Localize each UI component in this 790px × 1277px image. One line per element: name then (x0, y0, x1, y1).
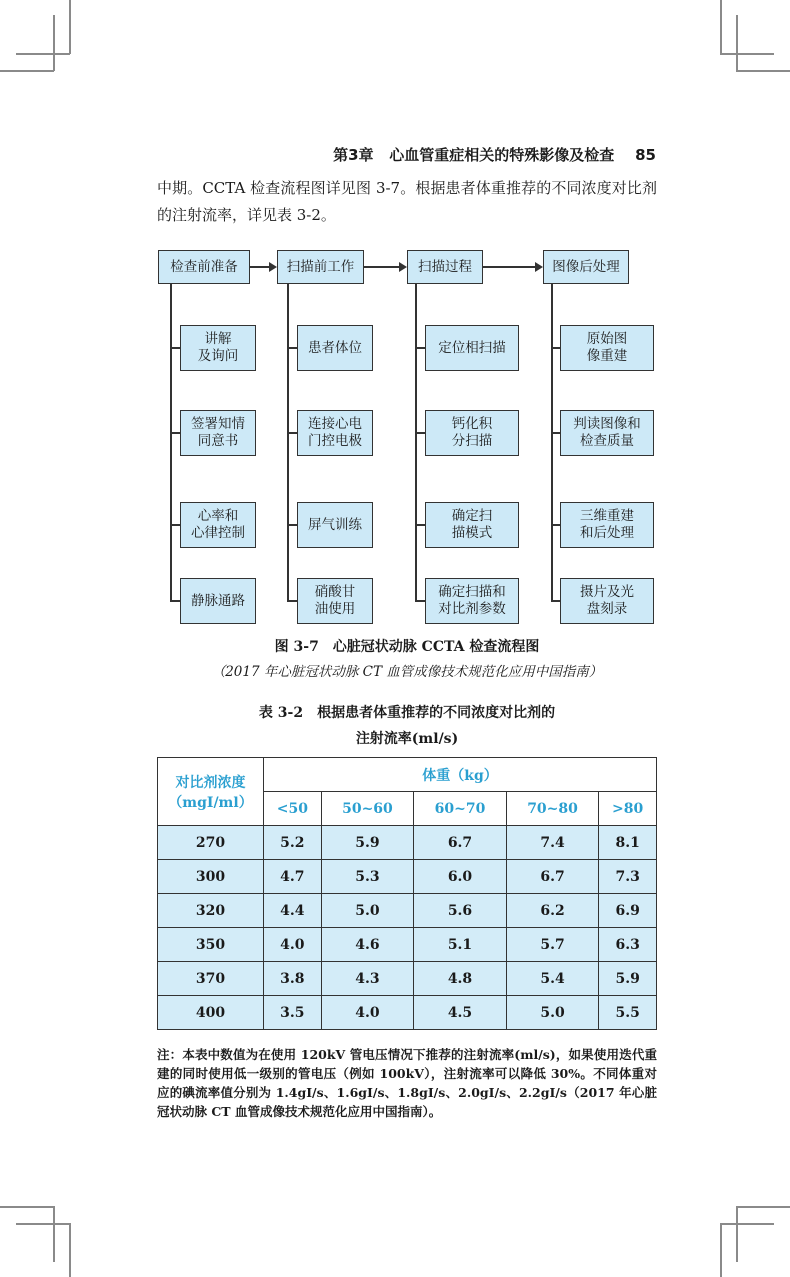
concentration-cell: 320 (158, 894, 264, 928)
flow-rate-cell: 5.5 (599, 996, 657, 1030)
crop-mark (736, 15, 738, 71)
connector-line (287, 524, 297, 526)
connector-line (415, 524, 425, 526)
figure-source: （2017 年心脏冠状动脉 CT 血管成像技术规范化应用中国指南） (211, 664, 603, 680)
concentration-cell: 370 (158, 962, 264, 996)
arrow-head-icon (399, 262, 407, 272)
flow-step-box: 三维重建 和后处理 (560, 502, 654, 548)
weight-column-header: <50 (264, 792, 322, 826)
flow-rate-cell: 4.3 (321, 962, 414, 996)
flow-step-box: 屏气训练 (297, 502, 373, 548)
connector-line (551, 284, 553, 601)
connector-line (287, 284, 289, 601)
flow-rate-cell: 5.3 (321, 860, 414, 894)
figure-caption: 图 3-7 心脏冠状动脉 CCTA 检查流程图 (274, 639, 540, 655)
flow-rate-cell: 4.5 (414, 996, 507, 1030)
arrow-line (364, 266, 401, 268)
flow-step-box: 讲解 及询问 (180, 325, 256, 371)
connector-line (170, 432, 180, 434)
flow-stage-box: 检查前准备 (158, 250, 250, 284)
table-note: 注：本表中数值为在使用 120kV 管电压情况下推荐的注射流率(ml/s)，如果使用迭代重建的同时使用低一级别的管电压（例如 100kV），注射流率可以降低 30%。不同体重对应的碘流率值分别为 1.4gI/s、1.6gI/s、1.8gI/s、2.0gI/s、2.2gI/s（2017 年心脏冠状动脉 CT 血管成像技术规范化应用中国指南）。 (157, 1047, 657, 1119)
concentration-cell: 350 (158, 928, 264, 962)
flow-step-box: 确定扫描和 对比剂参数 (425, 578, 519, 624)
flow-rate-cell: 5.0 (321, 894, 414, 928)
flow-rate-table (157, 757, 657, 1030)
connector-line (287, 347, 297, 349)
crop-mark (736, 1206, 790, 1208)
weight-column-header: 50~60 (321, 792, 414, 826)
concentration-cell: 400 (158, 996, 264, 1030)
table-row (158, 894, 657, 928)
crop-mark (720, 1223, 722, 1277)
flow-step-box: 心率和 心律控制 (180, 502, 256, 548)
crop-mark (16, 1223, 70, 1225)
flow-step-box: 签署知情 同意书 (180, 410, 256, 456)
crop-mark (69, 0, 71, 54)
crop-mark (53, 1206, 55, 1262)
connector-line (551, 600, 560, 602)
flow-rate-cell: 5.7 (506, 928, 599, 962)
weight-column-header: 60~70 (414, 792, 507, 826)
chapter-number: 第3章 (333, 146, 374, 164)
crop-mark (69, 1223, 71, 1277)
connector-line (415, 600, 425, 602)
running-header (157, 144, 656, 165)
crop-mark (720, 53, 774, 55)
group-header: 体重（kg） (264, 758, 657, 792)
connector-line (170, 347, 180, 349)
flow-step-box: 静脉通路 (180, 578, 256, 624)
flow-rate-cell: 4.4 (264, 894, 322, 928)
crop-mark (16, 53, 70, 55)
flow-step-box: 定位相扫描 (425, 325, 519, 371)
table-row (158, 928, 657, 962)
crop-mark (0, 1206, 54, 1208)
arrow-line (483, 266, 537, 268)
flow-step-box: 患者体位 (297, 325, 373, 371)
flow-rate-cell: 8.1 (599, 826, 657, 860)
flow-stage-box: 图像后处理 (543, 250, 629, 284)
concentration-cell: 300 (158, 860, 264, 894)
connector-line (551, 347, 560, 349)
flow-rate-cell: 6.7 (506, 860, 599, 894)
flow-step-box: 确定扫 描模式 (425, 502, 519, 548)
connector-line (287, 432, 297, 434)
flow-rate-cell: 5.0 (506, 996, 599, 1030)
flow-step-box: 判读图像和 检查质量 (560, 410, 654, 456)
flow-rate-cell: 6.0 (414, 860, 507, 894)
flow-rate-cell: 5.6 (414, 894, 507, 928)
crop-mark (720, 0, 722, 54)
row-header-unit: （mgI/ml） (168, 794, 253, 811)
arrow-line (250, 266, 271, 268)
flow-step-box: 摄片及光 盘刻录 (560, 578, 654, 624)
table-row (158, 996, 657, 1030)
flow-rate-cell: 5.9 (321, 826, 414, 860)
flow-rate-cell: 4.7 (264, 860, 322, 894)
flow-rate-cell: 6.3 (599, 928, 657, 962)
flow-stage-box: 扫描前工作 (277, 250, 364, 284)
flow-rate-cell: 3.5 (264, 996, 322, 1030)
crop-mark (736, 70, 790, 72)
flow-rate-cell: 7.3 (599, 860, 657, 894)
page-number: 85 (635, 146, 656, 164)
flow-step-box: 连接心电 门控电极 (297, 410, 373, 456)
table-row (158, 860, 657, 894)
flow-rate-cell: 6.9 (599, 894, 657, 928)
row-header (158, 758, 264, 826)
connector-line (170, 524, 180, 526)
connector-line (415, 347, 425, 349)
crop-mark (0, 70, 54, 72)
crop-mark (736, 1206, 738, 1262)
weight-column-header: >80 (599, 792, 657, 826)
connector-line (551, 432, 560, 434)
intro-paragraph: 中期。CCTA 检查流程图详见图 3-7。根据患者体重推荐的不同浓度对比剂的注射流率，详见表 3-2。 (157, 179, 657, 224)
connector-line (170, 600, 180, 602)
flow-rate-cell: 7.4 (506, 826, 599, 860)
concentration-cell: 270 (158, 826, 264, 860)
crop-mark (53, 15, 55, 71)
flow-step-box: 钙化积 分扫描 (425, 410, 519, 456)
flow-step-box: 原始图 像重建 (560, 325, 654, 371)
connector-line (551, 524, 560, 526)
flow-rate-cell: 5.4 (506, 962, 599, 996)
crop-mark (720, 1223, 774, 1225)
connector-line (170, 284, 172, 601)
flow-stage-box: 扫描过程 (407, 250, 483, 284)
arrow-head-icon (269, 262, 277, 272)
connector-line (287, 600, 297, 602)
table-title-line2: 注射流率(ml/s) (355, 731, 459, 747)
flow-rate-cell: 6.2 (506, 894, 599, 928)
flow-rate-cell: 3.8 (264, 962, 322, 996)
weight-column-header: 70~80 (506, 792, 599, 826)
row-header-label: 对比剂浓度 (175, 774, 246, 791)
flow-rate-cell: 5.2 (264, 826, 322, 860)
table-row (158, 826, 657, 860)
flow-rate-cell: 4.0 (321, 996, 414, 1030)
flow-rate-cell: 5.1 (414, 928, 507, 962)
arrow-head-icon (535, 262, 543, 272)
connector-line (415, 432, 425, 434)
chapter-title: 心血管重症相关的特殊影像及检查 (389, 146, 615, 164)
table-title: 表 3-2 根据患者体重推荐的不同浓度对比剂的 (258, 705, 556, 721)
table-row (158, 962, 657, 996)
flow-rate-cell: 5.9 (599, 962, 657, 996)
flow-rate-cell: 4.8 (414, 962, 507, 996)
flow-step-box: 硝酸甘 油使用 (297, 578, 373, 624)
flow-rate-cell: 6.7 (414, 826, 507, 860)
flow-rate-cell: 4.0 (264, 928, 322, 962)
connector-line (415, 284, 417, 601)
flow-rate-cell: 4.6 (321, 928, 414, 962)
